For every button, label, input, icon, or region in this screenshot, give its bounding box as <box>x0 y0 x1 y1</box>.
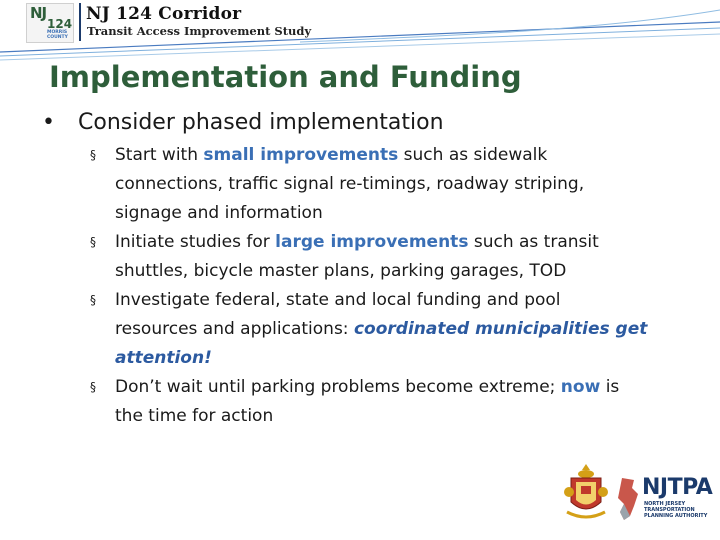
bullet-text: Investigate federal, state and local funding and pool <box>115 290 561 310</box>
sub-bullet-item <box>90 141 710 228</box>
logo-nj-text: NJ <box>30 4 47 22</box>
bullet-text: such as transit <box>468 232 599 252</box>
main-bullet <box>42 110 444 135</box>
highlighted-italic-text: attention! <box>115 348 212 368</box>
bullet-text: the time for action <box>115 406 274 426</box>
section-bullet-icon: § <box>90 148 96 162</box>
nj-map-icon <box>612 476 640 522</box>
highlighted-text: now <box>560 377 601 397</box>
header-banner <box>0 0 720 62</box>
state-seal-icon <box>563 462 609 522</box>
study-subtitle: Transit Access Improvement Study <box>87 24 312 38</box>
bullet-dot-icon: • <box>42 110 55 135</box>
nj124-logo <box>26 3 74 43</box>
bullet-text: signage and information <box>115 203 323 223</box>
bullet-text: is <box>600 377 620 397</box>
sub-bullet-item <box>90 373 710 431</box>
bullet-text: Don’t wait until parking problems become extreme; <box>115 377 561 397</box>
bullet-text: resources and applications: <box>115 319 354 339</box>
bullet-text: such as sidewalk <box>398 145 548 165</box>
logo-124-text: 124 <box>47 17 73 31</box>
njtpa-logo-text: NJTPA <box>642 475 713 500</box>
header-divider <box>79 3 81 41</box>
section-bullet-icon: § <box>90 293 96 307</box>
logo-county-text: MORRIS COUNTY <box>47 30 68 40</box>
sub-bullet-item <box>90 228 710 286</box>
highlighted-italic-text: coordinated municipalities get <box>353 319 648 339</box>
bullet-text: shuttles, bicycle master plans, parking garages, TOD <box>115 261 567 281</box>
section-bullet-icon: § <box>90 235 96 249</box>
section-bullet-icon: § <box>90 380 96 394</box>
njtpa-full-name: NORTH JERSEY TRANSPORTATION PLANNING AUTHORITY <box>644 501 708 519</box>
highlighted-text: large improvements <box>275 232 469 252</box>
main-bullet-text: Consider phased implementation <box>78 110 444 135</box>
slide-title: Implementation and Funding <box>49 60 522 94</box>
study-title: NJ 124 Corridor <box>86 4 242 24</box>
highlighted-text: small improvements <box>203 145 399 165</box>
bullet-text: connections, traffic signal re-timings, roadway striping, <box>115 174 585 194</box>
bullet-text: Initiate studies for <box>115 232 276 252</box>
sub-bullet-list <box>90 141 710 431</box>
sub-bullet-item <box>90 286 710 373</box>
bullet-text: Start with <box>115 145 204 165</box>
